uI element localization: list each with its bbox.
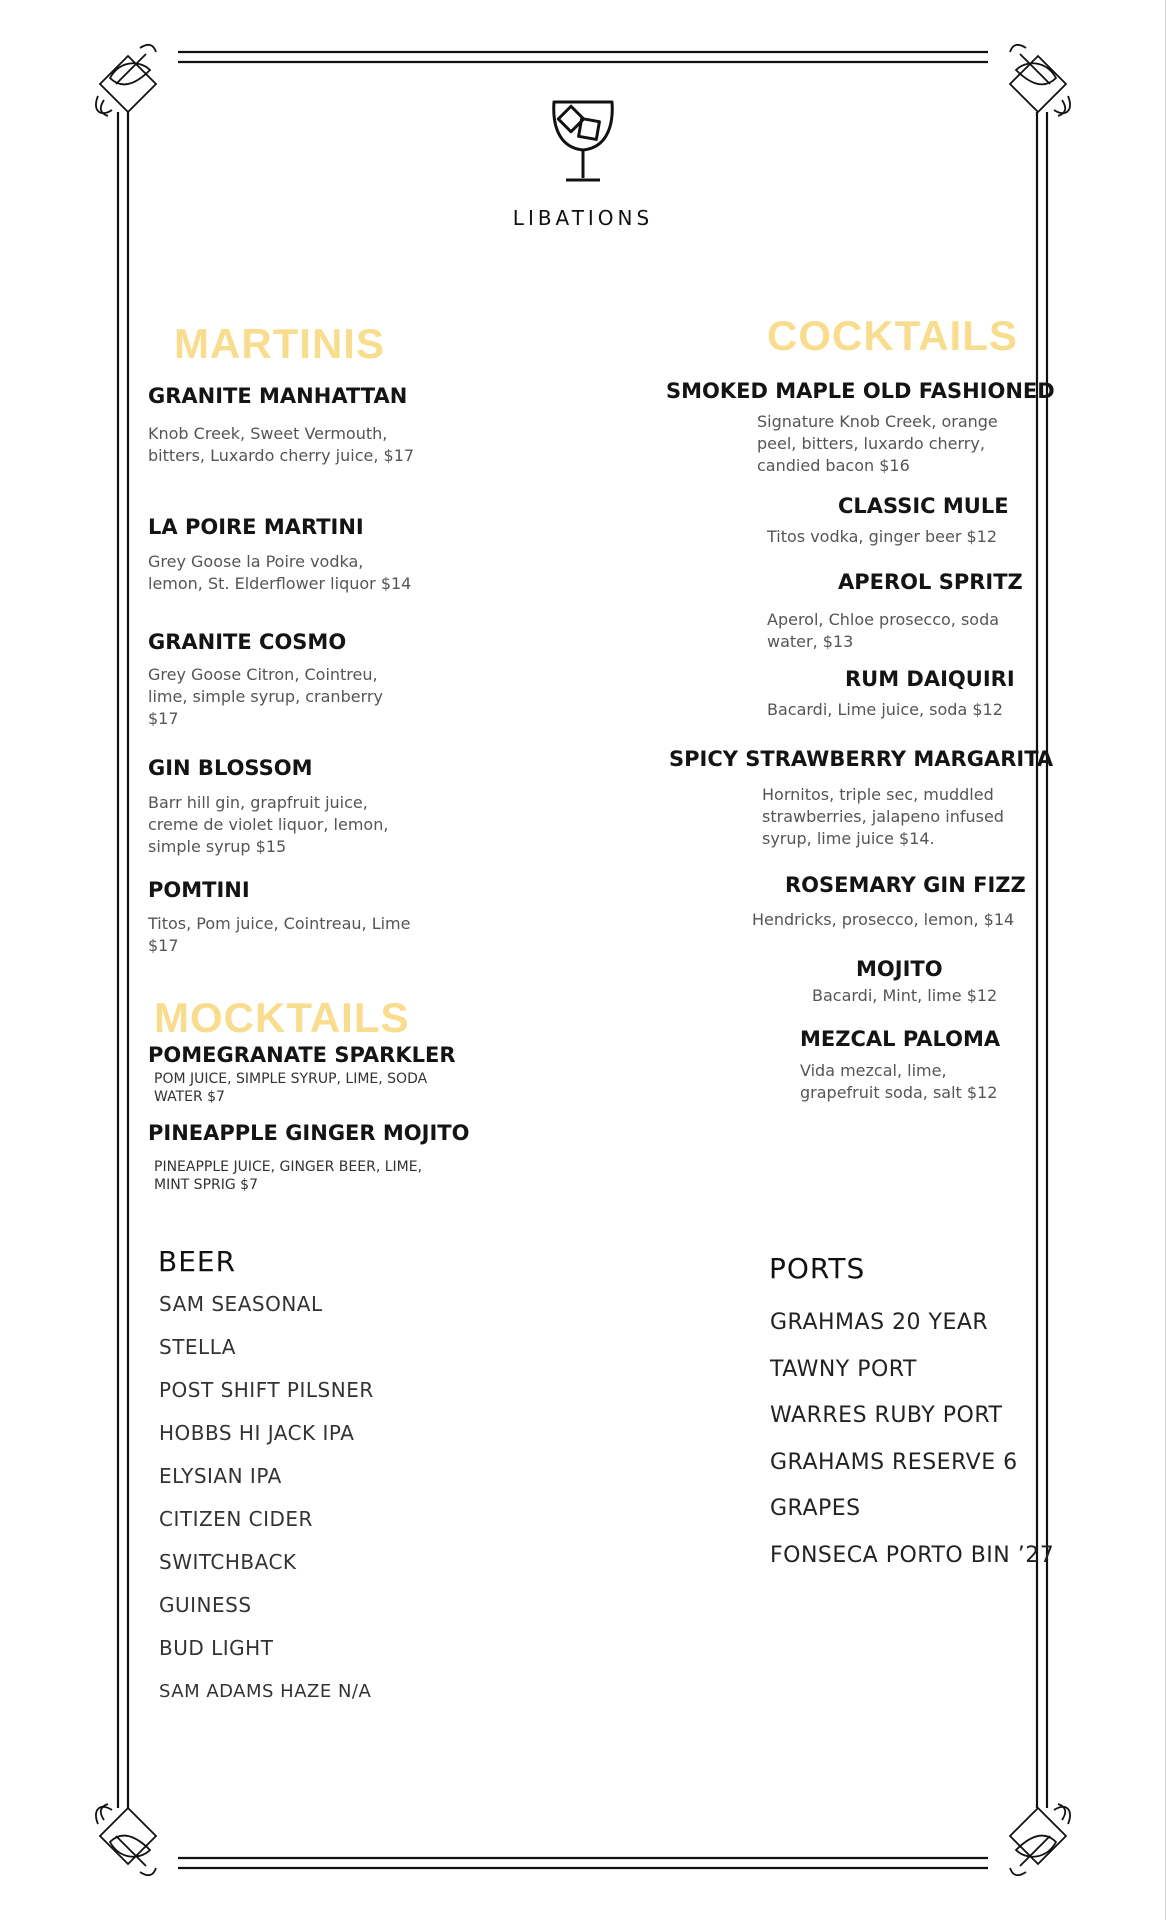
beer-item: CITIZEN CIDER [159,1507,313,1531]
menu-item-name: PINEAPPLE GINGER MOJITO [148,1121,470,1145]
menu-item-name: MEZCAL PALOMA [800,1027,1001,1051]
section-title-cocktails: COCKTAILS [767,312,1018,359]
section-title-ports: PORTS [769,1252,866,1285]
beer-item: POST SHIFT PILSNER [159,1378,374,1402]
beer-item: GUINESS [159,1593,252,1617]
menu-item-desc: Barr hill gin, grapfruit juice, creme de violet liquor, lemon, simple syrup $15 [148,793,389,856]
menu-item-name: ROSEMARY GIN FIZZ [785,873,1026,897]
menu-item-desc: Signature Knob Creek, orange peel, bitters, luxardo cherry, candied bacon $16 [757,412,998,475]
menu-item-name: GRANITE COSMO [148,630,347,654]
menu-item-desc: Bacardi, Lime juice, soda $12 [767,700,1003,719]
beer-item: STELLA [159,1335,236,1359]
ports-list [770,1300,1054,1579]
section-title-martinis: MARTINIS [174,320,385,367]
port-item: GRAHMAS 20 YEAR [770,1310,989,1335]
menu-item-desc: POM JUICE, SIMPLE SYRUP, LIME, SODA WATER $7 [154,1071,428,1105]
menu-item-desc: Hendricks, prosecco, lemon, $14 [752,910,1015,929]
menu-item-desc: Aperol, Chloe prosecco, soda water, $13 [767,610,1000,651]
menu-item-name: SMOKED MAPLE OLD FASHIONED [666,379,1055,403]
menu-item-desc: Bacardi, Mint, lime $12 [812,986,998,1005]
port-item: GRAPES [770,1496,861,1521]
menu-item-name: POMTINI [148,878,250,902]
menu-item-name: LA POIRE MARTINI [148,515,364,539]
port-item: GRAHAMS RESERVE 6 [770,1449,1018,1475]
menu-item-name: RUM DAIQUIRI [845,667,1015,691]
brand-name: LIBATIONS [512,206,654,230]
beer-item: BUD LIGHT [159,1636,274,1660]
menu-item-name: SPICY STRAWBERRY MARGARITA [669,747,1054,771]
beer-item: SAM SEASONAL [159,1292,323,1316]
menu-item-name: GIN BLOSSOM [148,756,313,780]
menu-item-desc: Grey Goose la Poire vodka, lemon, St. Elderflower liquor $14 [148,552,412,593]
wine-glass-icon [550,96,616,184]
beer-item: ELYSIAN IPA [159,1464,282,1488]
beer-item: SAM ADAMS HAZE N/A [159,1681,372,1702]
menu-item-name: GRANITE MANHATTAN [148,384,408,408]
menu-item-desc: Titos, Pom juice, Cointreau, Lime $17 [148,914,411,955]
menu-item-desc: PINEAPPLE JUICE, GINGER BEER, LIME, MINT SPRIG $7 [154,1159,423,1193]
port-item: WARRES RUBY PORT [770,1403,1003,1428]
port-item: TAWNY PORT [770,1356,917,1382]
menu-item-desc: Hornitos, triple sec, muddled strawberries, jalapeno infused syrup, lime juice $14. [762,785,1004,848]
menu-item-name: POMEGRANATE SPARKLER [148,1043,456,1067]
menu-item-name: APEROL SPRITZ [838,570,1023,594]
menu-item-desc: Grey Goose Citron, Cointreu, lime, simple syrup, cranberry $17 [148,665,383,728]
section-title-mocktails: MOCKTAILS [154,994,410,1041]
port-item: FONSECA PORTO BIN ’27 [770,1542,1055,1568]
menu-item-name: CLASSIC MULE [838,494,1009,518]
beer-item: HOBBS HI JACK IPA [159,1421,355,1445]
menu-item-desc: Knob Creek, Sweet Vermouth, bitters, Luxardo cherry juice, $17 [148,424,415,465]
beer-item: SWITCHBACK [159,1550,297,1574]
menu-item-desc: Titos vodka, ginger beer $12 [767,527,998,546]
menu-item-name: MOJITO [856,957,943,981]
beer-list [159,1283,374,1713]
menu-item-desc: Vida mezcal, lime, grapefruit soda, salt $12 [800,1061,998,1102]
section-title-beer: BEER [158,1245,237,1278]
